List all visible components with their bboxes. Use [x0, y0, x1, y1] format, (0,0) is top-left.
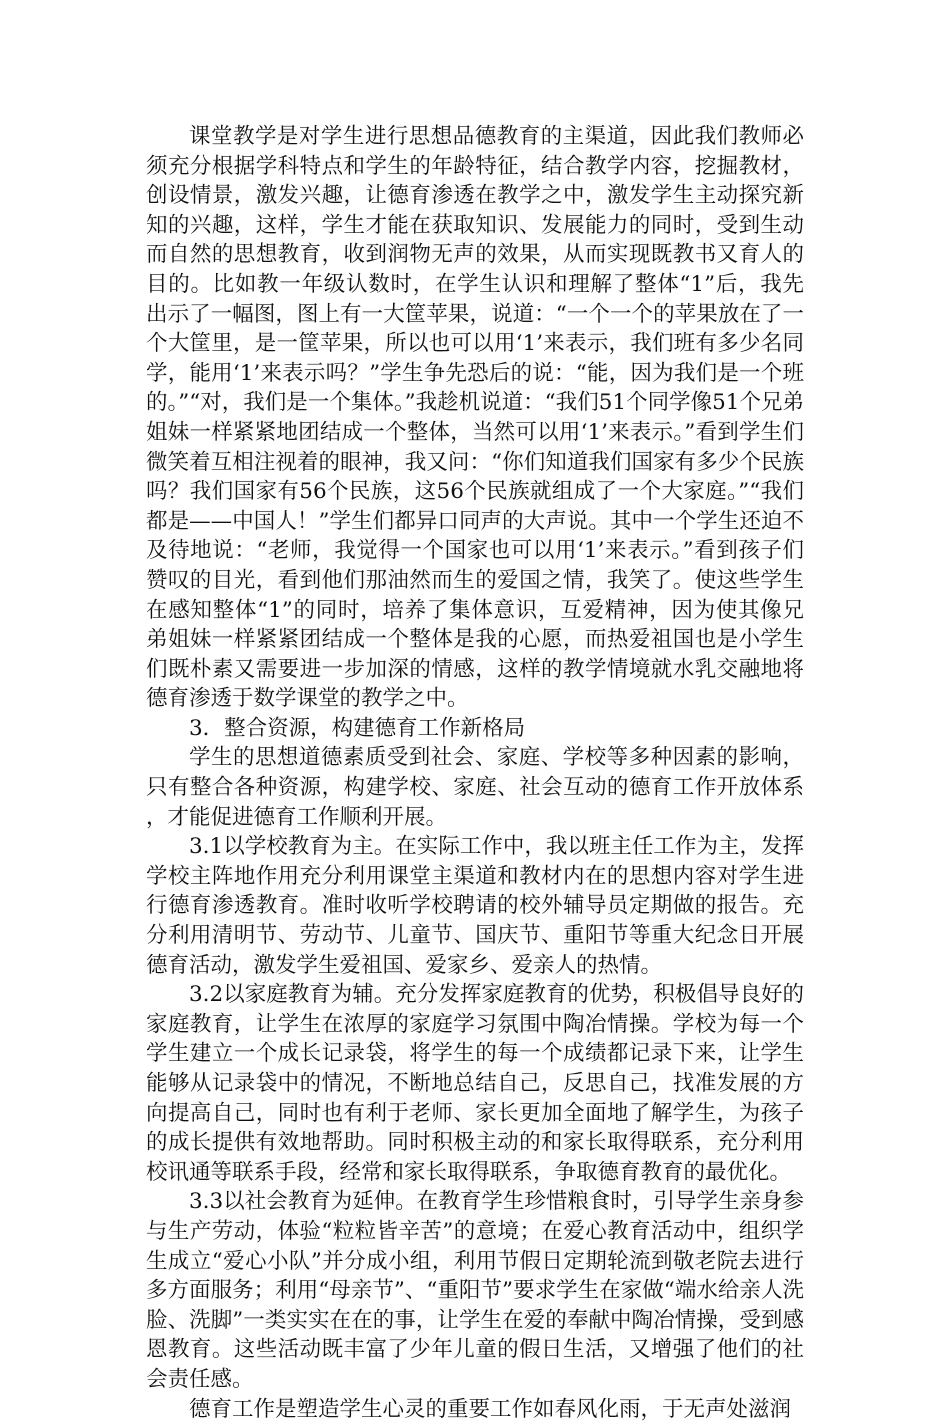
document-body: [146, 122, 804, 1424]
paragraph-classroom-teaching: 课堂教学是对学生进行思想品德教育的主渠道，因此我们教师必须充分根据学科特点和学生的年龄特征，结合教学内容，挖掘教材，创设情景，激发兴趣，让德育渗透在教学之中，激发学生主动探究新知的兴趣，这样，学生才能在获取知识、发展能力的同时，受到生动而自然的思想教育，收到润物无声的效果，从而实现既教书又育人的目的。比如教一年级认数时，在学生认识和理解了整体“1”后，我先出示了一幅图，图上有一大筐苹果，说道：“一个一个的苹果放在了一个大筐里，是一筐苹果，所以也可以用‘1’来表示，我们班有多少名同学，能用‘1’来表示吗？”学生争先恐后的说：“能，因为我们是一个班的。”“对，我们是一个集体。”我趁机说道：“我们51个同学像51个兄弟姐妹一样紧紧地团结成一个整体，当然可以用‘1’来表示。”看到学生们微笑着互相注视着的眼神，我又问：“你们知道我们国家有多少个民族吗？我们国家有56个民族，这56个民族就组成了一个大家庭。”“我们都是——中国人！”学生们都异口同声的大声说。其中一个学生还迫不及待地说：“老师，我觉得一个国家也可以用‘1’来表示。”看到孩子们赞叹的目光，看到他们那油然而生的爱国之情，我笑了。使这些学生在感知整体“1”的同时，培养了集体意识，互爱精神，因为使其像兄弟姐妹一样紧紧团结成一个整体是我的心愿，而热爱祖国也是小学生们既朴素又需要进一步加深的情感，这样的教学情境就水乳交融地将德育渗透于数学课堂的教学之中。: [146, 124, 804, 712]
paragraph-3-1-school-education: 3.1以学校教育为主。在实际工作中，我以班主任工作为主，发挥学校主阵地作用充分利用课堂主渠道和教材内在的思想内容对学生进行德育渗透教育。准时收听学校聘请的校外辅导员定期做的报告。充分利用清明节、劳动节、儿童节、国庆节、重阳节等重大纪念日开展德育活动，激发学生爱祖国、爱家乡、爱亲人的热情。: [146, 834, 804, 978]
paragraph-integrate-resources: 学生的思想道德素质受到社会、家庭、学校等多种因素的影响，只有整合各种资源，构建学校、家庭、社会互动的德育工作开放体系，才能促进德育工作顺利开展。: [146, 745, 804, 830]
paragraph-3-2-family-education: 3.2以家庭教育为辅。充分发挥家庭教育的优势，积极倡导良好的家庭教育，让学生在浓厚的家庭学习氛围中陶冶情操。学校为每一个学生建立一个成长记录袋，将学生的每一个成绩都记录下来，让学生能够从记录袋中的情况，不断地总结自己，反思自己，找准发展的方向提高自己，同时也有利于老师、家长更加全面地了解学生，为孩子的成长提供有效地帮助。同时积极主动的和家长取得联系，充分利用校讯通等联系手段，经常和家长取得联系，争取德育教育的最优化。: [146, 982, 804, 1185]
paragraph-3-3-social-education: 3.3以社会教育为延伸。在教育学生珍惜粮食时，引导学生亲身参与生产劳动，体验“粒粒皆辛苦”的意境；在爱心教育活动中，组织学生成立“爱心小队”并分成小组，利用节假日定期轮流到敬老院去进行多方面服务；利用“母亲节”、“重阳节”要求学生在家做“端水给亲人洗脸、洗脚”一类实实在在的事，让学生在爱的奉献中陶冶情操，受到感恩教育。这些活动既丰富了少年儿童的假日生活，又增强了他们的社会责任感。: [146, 1189, 804, 1392]
paragraph-moral-education-closing: 德育工作是塑造学生心灵的重要工作如春风化雨，于无声处滋润: [189, 1396, 792, 1422]
section-heading-3: 3．整合资源，构建德育工作新格局: [189, 715, 526, 741]
